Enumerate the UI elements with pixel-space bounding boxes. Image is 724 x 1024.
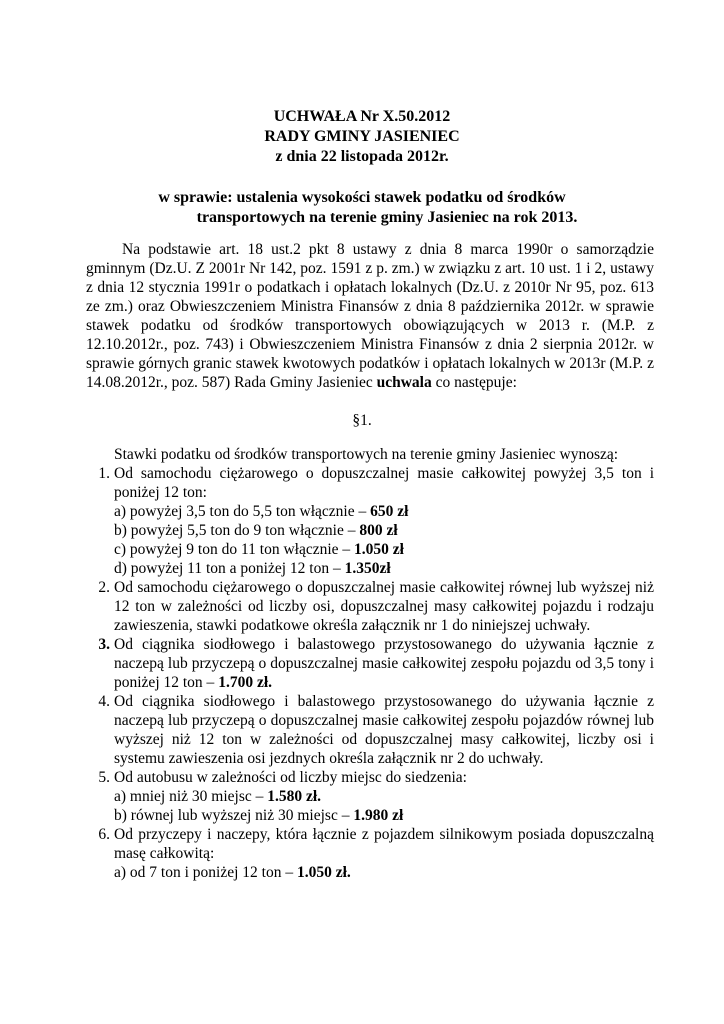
sub-item-label: a) powyżej 3,5 ton do 5,5 ton włącznie –	[114, 503, 371, 520]
resolution-header	[0, 107, 724, 167]
sub-item	[114, 806, 654, 825]
subject-line-2: transportowych na terenie gminy Jasieniec na rok 2013.	[196, 209, 578, 226]
list-item	[86, 578, 654, 635]
sub-item	[114, 521, 654, 540]
subject-line-1: w sprawie: ustalenia wysokości stawek podatku od środków	[158, 189, 566, 206]
sub-item	[114, 502, 654, 521]
sub-item	[114, 863, 654, 882]
list-item	[86, 692, 654, 768]
rates-list	[86, 464, 654, 882]
preamble-text: Na podstawie art. 18 ust.2 pkt 8 ustawy z dnia 8 marca 1990r o samorządzie gminnym (Dz.U. Z 2001r Nr 142, poz. 1591 z p. zm.) w związku z art. 10 ust. 1 i 2, ustawy z dnia 12 stycznia 1991r o podatkach i opłatach lokalnych (Dz.U. z 2010r Nr 95, poz. 613 ze zm.) oraz Obwieszczeniem Ministra Finansów z dnia 8 października 2012r. w sprawie stawek podatku od środków transportowych obowiązujących w 2013 r. (M.P. z 12.10.2012r., poz. 743) i Obwieszczeniem Ministra Finansów z dnia 2 sierpnia 2012r. w sprawie górnych granic stawek kwotowych podatków i opłatach lokalnych w 2013r (M.P. z 14.08.2012r., poz. 587) Rada Gminy Jasieniec	[86, 241, 654, 391]
item-text: Od ciągnika siodłowego i balastowego przystosowanego do używania łącznie z naczepą lub przyczepą o dopuszczalnej masie całkowitej zespołu pojazdów równej lub wyższej niż 12 ton w zależności od dopuszczalnej masy całkowitej, liczby osi i systemu zawieszenia osi jezdnych określa załącznik nr 2 do uchwały.	[114, 693, 654, 767]
list-item	[86, 635, 654, 692]
sub-item	[114, 540, 654, 559]
council-name: RADY GMINY JASIENIEC	[264, 128, 460, 145]
resolution-number: UCHWAŁA Nr X.50.2012	[273, 108, 451, 125]
resolution-subject	[0, 188, 724, 228]
rate-value: 650 zł	[370, 503, 409, 520]
item-text: Od samochodu ciężarowego o dopuszczalnej masie całkowitej równej lub wyższej niż 12 ton w zależności od liczby osi, dopuszczalnej masy całkowitej pojazdu i rodzaju zawieszenia, stawki podatkowe określa załącznik nr 1 do niniejszej uchwały.	[114, 579, 654, 634]
preamble-bold-word: uchwala	[376, 374, 432, 391]
legal-basis-paragraph	[86, 240, 654, 392]
item-number: 2.	[98, 579, 110, 596]
preamble-tail: co następuje:	[431, 374, 517, 391]
item-number: 6.	[98, 826, 110, 843]
item-number: 3.	[98, 636, 110, 653]
item-number: 1.	[98, 465, 110, 482]
rate-value: 1.350zł	[344, 560, 391, 577]
rate-value: 800 zł	[359, 522, 398, 539]
item-text: Od autobusu w zależności od liczby miejsc do siedzenia:	[114, 769, 467, 786]
sub-item	[114, 787, 654, 806]
sub-item-label: a) od 7 ton i poniżej 12 ton –	[114, 864, 297, 881]
sub-item-label: b) równej lub wyższej niż 30 miejsc –	[114, 807, 354, 824]
rate-value: 1.050 zł	[354, 541, 404, 558]
rate-value: 1.980 zł	[353, 807, 404, 824]
item-text: Od ciągnika siodłowego i balastowego przystosowanego do używania łącznie z naczepą lub przyczepą o dopuszczalnej masie całkowitej zespołu pojazdu od 3,5 tony i poniżej 12 ton –	[114, 636, 654, 691]
item-number: 4.	[98, 693, 110, 710]
section-heading: §1.	[352, 412, 372, 429]
rate-value: 1.580 zł.	[267, 788, 322, 805]
sub-item-label: d) powyżej 11 ton a poniżej 12 ton –	[114, 560, 345, 577]
sub-item	[114, 559, 654, 578]
sub-item-label: c) powyżej 9 ton do 11 ton włącznie –	[114, 541, 355, 558]
rates-intro: Stawki podatku od środków transportowych na terenie gminy Jasieniec wynoszą:	[114, 446, 619, 463]
item-number: 5.	[98, 769, 110, 786]
list-item	[86, 464, 654, 578]
resolution-date: z dnia 22 listopada 2012r.	[275, 148, 449, 165]
item-text: Od samochodu ciężarowego o dopuszczalnej masie całkowitej powyżej 3,5 ton i poniżej 12 ton:	[114, 465, 654, 501]
list-item	[86, 768, 654, 825]
rate-value: 1.050 zł.	[296, 864, 351, 881]
item-text: Od przyczepy i naczepy, która łącznie z pojazdem silnikowym posiada dopuszczalną masę całkowitą:	[114, 826, 654, 862]
sub-item-label: b) powyżej 5,5 ton do 9 ton włącznie –	[114, 522, 360, 539]
rate-value: 1.700 zł.	[218, 674, 272, 691]
list-item	[86, 825, 654, 882]
sub-item-label: a) mniej niż 30 miejsc –	[114, 788, 268, 805]
